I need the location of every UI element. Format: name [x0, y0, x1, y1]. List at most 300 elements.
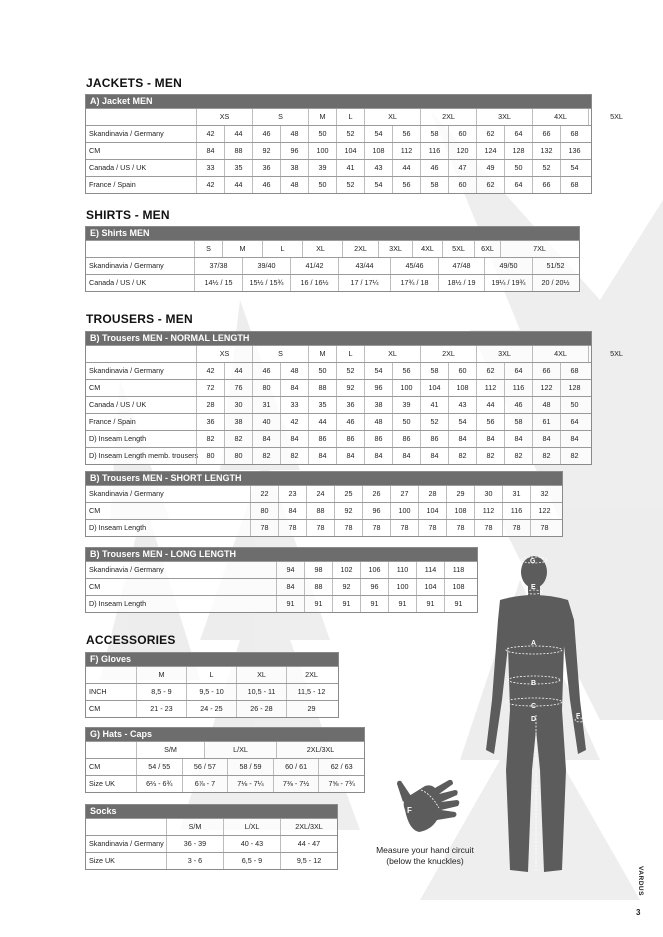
- value-cell: 60: [448, 177, 476, 193]
- value-cell: 36: [336, 397, 364, 413]
- size-header-cell: S/M: [136, 742, 204, 758]
- value-cell: 43/44: [338, 258, 390, 274]
- value-cell: 42: [196, 363, 224, 379]
- value-cell: 80: [196, 448, 224, 464]
- size-header-cell: M: [308, 109, 336, 125]
- size-header-cell: 3XL: [476, 109, 532, 125]
- trousers-short-title: B) Trousers MEN - SHORT LENGTH: [86, 472, 562, 485]
- value-cell: 33: [196, 160, 224, 176]
- value-cell: 56: [392, 126, 420, 142]
- value-cell: 108: [364, 143, 392, 159]
- shirts-size-header-row: [86, 240, 579, 257]
- trousers_normal-row: [86, 379, 591, 396]
- value-cell: 54: [364, 126, 392, 142]
- value-cell: 52: [532, 160, 560, 176]
- value-cell: 29: [446, 486, 474, 502]
- value-cell: 43: [448, 397, 476, 413]
- size-header-cell: 2XL: [420, 109, 476, 125]
- value-cell: 91: [332, 596, 360, 612]
- size-header-cell: 5XL: [588, 346, 644, 362]
- row-label: Skandinavia / Germany: [89, 489, 164, 498]
- value-cell: 78: [502, 520, 530, 536]
- value-cell: 44 - 47: [280, 836, 337, 852]
- value-cell: 22: [250, 486, 278, 502]
- value-cell: 24: [306, 486, 334, 502]
- value-cell: 122: [530, 503, 558, 519]
- value-cell: 78: [250, 520, 278, 536]
- value-cell: 82: [448, 448, 476, 464]
- value-cell: 20 / 20½: [532, 275, 578, 291]
- value-cell: 25: [334, 486, 362, 502]
- row-label: Skandinavia / Germany: [89, 366, 164, 375]
- value-cell: 54: [448, 414, 476, 430]
- value-cell: 49/50: [484, 258, 532, 274]
- section-title-jackets: JACKETS - MEN: [86, 76, 182, 90]
- value-cell: 91: [444, 596, 472, 612]
- row-label: France / Spain: [89, 180, 136, 189]
- value-cell: 78: [306, 520, 334, 536]
- page-number: 3: [636, 908, 641, 917]
- value-cell: 82: [252, 448, 280, 464]
- value-cell: 110: [388, 562, 416, 578]
- row-label: Size UK: [89, 779, 115, 788]
- size-header-cell: 2XL/3XL: [280, 819, 337, 835]
- value-cell: 66: [532, 126, 560, 142]
- value-cell: 92: [252, 143, 280, 159]
- jacket-table-title: A) Jacket MEN: [86, 95, 591, 108]
- size-header-cell: 5XL: [588, 109, 644, 125]
- value-cell: 54: [560, 160, 588, 176]
- value-cell: 62: [476, 126, 504, 142]
- size-header-cell: L: [336, 109, 364, 125]
- trousers-long-table: [85, 547, 478, 613]
- value-cell: 24 - 25: [186, 701, 236, 717]
- value-cell: 91: [304, 596, 332, 612]
- trousers_normal-row: [86, 396, 591, 413]
- trousers_normal-row: [86, 430, 591, 447]
- socks-size-table: [85, 804, 338, 870]
- value-cell: 30: [224, 397, 252, 413]
- value-cell: 82: [560, 448, 588, 464]
- value-cell: 118: [444, 562, 472, 578]
- value-cell: 49: [476, 160, 504, 176]
- row-label: CM: [89, 762, 101, 771]
- hand-label-f: F: [407, 806, 412, 815]
- value-cell: 122: [532, 380, 560, 396]
- value-cell: 98: [304, 562, 332, 578]
- value-cell: 108: [444, 579, 472, 595]
- value-cell: 82: [476, 448, 504, 464]
- shirts-table-title: E) Shirts MEN: [86, 227, 579, 240]
- row-label: D) Inseam Length: [89, 599, 147, 608]
- jacket-row: [86, 125, 591, 142]
- gloves-table-title: F) Gloves: [86, 653, 338, 666]
- value-cell: 56: [392, 363, 420, 379]
- value-cell: 31: [252, 397, 280, 413]
- value-cell: 136: [560, 143, 588, 159]
- size-header-cell: 7XL: [500, 241, 578, 257]
- value-cell: 104: [336, 143, 364, 159]
- value-cell: 84: [476, 431, 504, 447]
- value-cell: 91: [360, 596, 388, 612]
- trousers_long-row: [86, 595, 477, 612]
- value-cell: 9,5 - 12: [280, 853, 337, 869]
- gloves-row: [86, 700, 338, 717]
- value-cell: 56: [392, 177, 420, 193]
- hats-row: [86, 775, 364, 792]
- row-label: CM: [89, 704, 101, 713]
- hand-caption: [355, 845, 495, 867]
- size-header-cell: L: [336, 346, 364, 362]
- trousers_normal-row: [86, 413, 591, 430]
- value-cell: 26 - 28: [236, 701, 286, 717]
- size-header-cell: 2XL: [342, 241, 378, 257]
- value-cell: 58: [504, 414, 532, 430]
- hats-table-title: G) Hats - Caps: [86, 728, 364, 741]
- value-cell: 44: [224, 177, 252, 193]
- value-cell: 84: [336, 448, 364, 464]
- value-cell: 52: [336, 126, 364, 142]
- value-cell: 58 / 59: [227, 759, 273, 775]
- value-cell: 84: [448, 431, 476, 447]
- value-cell: 23: [278, 486, 306, 502]
- value-cell: 39/40: [242, 258, 290, 274]
- row-label: Canada / US / UK: [89, 163, 147, 172]
- value-cell: 56 / 57: [182, 759, 228, 775]
- value-cell: 26: [362, 486, 390, 502]
- value-cell: 17¾ / 18: [390, 275, 438, 291]
- jacket-row: [86, 159, 591, 176]
- value-cell: 41: [420, 397, 448, 413]
- value-cell: 80: [252, 380, 280, 396]
- value-cell: 44: [308, 414, 336, 430]
- row-label: Skandinavia / Germany: [89, 261, 164, 270]
- value-cell: 84: [532, 431, 560, 447]
- value-cell: 78: [418, 520, 446, 536]
- value-cell: 116: [502, 503, 530, 519]
- value-cell: 78: [362, 520, 390, 536]
- value-cell: 82: [504, 448, 532, 464]
- size-header-cell: L/XL: [223, 819, 280, 835]
- value-cell: 86: [336, 431, 364, 447]
- figure-label-e: E: [531, 584, 536, 591]
- value-cell: 44: [224, 126, 252, 142]
- value-cell: 51/52: [532, 258, 578, 274]
- value-cell: 16 / 16½: [290, 275, 338, 291]
- figure-label-g: G: [530, 558, 536, 565]
- value-cell: 42: [280, 414, 308, 430]
- value-cell: 58: [420, 126, 448, 142]
- value-cell: 39: [308, 160, 336, 176]
- size-header-cell: S/M: [166, 819, 223, 835]
- value-cell: 62: [476, 177, 504, 193]
- section-title-accessories: ACCESSORIES: [86, 633, 176, 647]
- value-cell: 66: [532, 363, 560, 379]
- row-label: Size UK: [89, 856, 115, 865]
- value-cell: 6⅞ - 7: [182, 776, 228, 792]
- value-cell: 132: [532, 143, 560, 159]
- value-cell: 72: [196, 380, 224, 396]
- value-cell: 84: [276, 579, 304, 595]
- hand-icon: [395, 770, 465, 840]
- value-cell: 15½ / 15¾: [242, 275, 290, 291]
- value-cell: 46: [420, 160, 448, 176]
- value-cell: 88: [308, 380, 336, 396]
- value-cell: 96: [280, 143, 308, 159]
- value-cell: 40: [252, 414, 280, 430]
- value-cell: 82: [224, 431, 252, 447]
- jacket-row: [86, 142, 591, 159]
- value-cell: 48: [280, 126, 308, 142]
- size-header-cell: S: [252, 346, 308, 362]
- value-cell: 78: [278, 520, 306, 536]
- size-header-cell: 4XL: [412, 241, 442, 257]
- value-cell: 102: [332, 562, 360, 578]
- trousers_normal-row: [86, 362, 591, 379]
- size-header-cell: L/XL: [204, 742, 276, 758]
- value-cell: 47/48: [438, 258, 484, 274]
- value-cell: 82: [196, 431, 224, 447]
- figure-label-a: A: [531, 640, 537, 647]
- value-cell: 38: [280, 160, 308, 176]
- value-cell: 80: [250, 503, 278, 519]
- value-cell: 54 / 55: [136, 759, 182, 775]
- size-header-cell: M: [308, 346, 336, 362]
- value-cell: 64: [504, 363, 532, 379]
- value-cell: 112: [476, 380, 504, 396]
- jacket-row: [86, 176, 591, 193]
- value-cell: 54: [364, 177, 392, 193]
- value-cell: 40 - 43: [223, 836, 280, 852]
- size-header-cell: M: [222, 241, 262, 257]
- value-cell: 46: [336, 414, 364, 430]
- value-cell: 84: [420, 448, 448, 464]
- socks-size-header-row: [86, 818, 337, 835]
- value-cell: 64: [560, 414, 588, 430]
- value-cell: 7⅝ - 7¾: [318, 776, 364, 792]
- hand-caption-line-2: (below the knuckles): [386, 856, 464, 866]
- value-cell: 128: [560, 380, 588, 396]
- value-cell: 92: [334, 503, 362, 519]
- value-cell: 86: [364, 431, 392, 447]
- figure-label-f: F: [576, 713, 581, 720]
- value-cell: 94: [276, 562, 304, 578]
- size-header-cell: XS: [196, 109, 252, 125]
- value-cell: 66: [532, 177, 560, 193]
- value-cell: 36: [252, 160, 280, 176]
- value-cell: 58: [420, 177, 448, 193]
- row-label: CM: [89, 506, 101, 515]
- value-cell: 38: [224, 414, 252, 430]
- size-header-cell: XL: [302, 241, 338, 257]
- value-cell: 78: [530, 520, 558, 536]
- value-cell: 52: [336, 363, 364, 379]
- value-cell: 106: [360, 562, 388, 578]
- size-header-cell: XL: [236, 667, 286, 683]
- value-cell: 11,5 - 12: [286, 684, 336, 700]
- socks-row: [86, 852, 337, 869]
- size-header-cell: 6XL: [474, 241, 500, 257]
- value-cell: 120: [448, 143, 476, 159]
- value-cell: 44: [392, 160, 420, 176]
- value-cell: 68: [560, 177, 588, 193]
- trousers_short-row: [86, 519, 562, 536]
- value-cell: 84: [364, 448, 392, 464]
- value-cell: 50: [308, 177, 336, 193]
- row-label: CM: [89, 582, 101, 591]
- section-title-shirts: SHIRTS - MEN: [86, 208, 170, 222]
- value-cell: 46: [252, 177, 280, 193]
- value-cell: 76: [224, 380, 252, 396]
- row-label: INCH: [89, 687, 107, 696]
- value-cell: 82: [280, 448, 308, 464]
- size-header-cell: 3XL: [476, 346, 532, 362]
- row-label: Canada / US / UK: [89, 400, 147, 409]
- value-cell: 64: [504, 126, 532, 142]
- value-cell: 19¼ / 19¾: [484, 275, 532, 291]
- socks-row: [86, 835, 337, 852]
- trousers_short-row: [86, 502, 562, 519]
- value-cell: 68: [560, 363, 588, 379]
- value-cell: 36: [196, 414, 224, 430]
- value-cell: 39: [392, 397, 420, 413]
- size-header-cell: XL: [364, 109, 420, 125]
- size-header-cell: L: [186, 667, 236, 683]
- value-cell: 37/38: [194, 258, 242, 274]
- value-cell: 44: [224, 363, 252, 379]
- value-cell: 43: [364, 160, 392, 176]
- hats-row: [86, 758, 364, 775]
- hats-size-table: [85, 727, 365, 793]
- section-title-trousers: TROUSERS - MEN: [86, 312, 193, 326]
- value-cell: 84: [392, 448, 420, 464]
- value-cell: 86: [392, 431, 420, 447]
- value-cell: 60: [448, 363, 476, 379]
- jacket-size-table: [85, 94, 623, 194]
- value-cell: 6⅔ - 6¾: [136, 776, 182, 792]
- value-cell: 48: [532, 397, 560, 413]
- value-cell: 100: [392, 380, 420, 396]
- row-label: France / Spain: [89, 417, 136, 426]
- trousers_normal-row: [86, 447, 591, 464]
- value-cell: 91: [388, 596, 416, 612]
- value-cell: 28: [418, 486, 446, 502]
- value-cell: 124: [476, 143, 504, 159]
- value-cell: 54: [364, 363, 392, 379]
- value-cell: 48: [364, 414, 392, 430]
- value-cell: 18½ / 19: [438, 275, 484, 291]
- value-cell: 3 - 6: [166, 853, 223, 869]
- figure-label-d: D: [531, 716, 537, 723]
- value-cell: 33: [280, 397, 308, 413]
- trousers-normal-title: B) Trousers MEN - NORMAL LENGTH: [86, 332, 591, 345]
- trousers-short-table: [85, 471, 563, 537]
- size-header-cell: 2XL/3XL: [276, 742, 364, 758]
- trousers_long-row: [86, 561, 477, 578]
- value-cell: 29: [286, 701, 336, 717]
- value-cell: 88: [306, 503, 334, 519]
- value-cell: 96: [360, 579, 388, 595]
- value-cell: 52: [420, 414, 448, 430]
- value-cell: 41: [336, 160, 364, 176]
- value-cell: 108: [446, 503, 474, 519]
- value-cell: 78: [390, 520, 418, 536]
- size-header-cell: 4XL: [532, 346, 588, 362]
- row-label: D) Inseam Length: [89, 434, 147, 443]
- value-cell: 92: [336, 380, 364, 396]
- shirts-size-table: [85, 226, 580, 292]
- size-header-cell: S: [252, 109, 308, 125]
- value-cell: 128: [504, 143, 532, 159]
- shirts-row: [86, 257, 579, 274]
- size-header-cell: 4XL: [532, 109, 588, 125]
- value-cell: 17 / 17¼: [338, 275, 390, 291]
- value-cell: 116: [420, 143, 448, 159]
- size-header-cell: XL: [364, 346, 420, 362]
- row-label: Skandinavia / Germany: [89, 839, 164, 848]
- value-cell: 42: [196, 126, 224, 142]
- value-cell: 78: [446, 520, 474, 536]
- value-cell: 46: [252, 363, 280, 379]
- row-label: CM: [89, 146, 101, 155]
- value-cell: 7⅜ - 7½: [273, 776, 319, 792]
- value-cell: 82: [532, 448, 560, 464]
- value-cell: 116: [504, 380, 532, 396]
- value-cell: 58: [420, 363, 448, 379]
- trousers_short-row: [86, 485, 562, 502]
- value-cell: 48: [280, 177, 308, 193]
- value-cell: 86: [420, 431, 448, 447]
- value-cell: 48: [280, 363, 308, 379]
- row-label: D) Inseam Length: [89, 523, 147, 532]
- size-header-cell: XS: [196, 346, 252, 362]
- figure-label-c: C: [531, 703, 537, 710]
- value-cell: 96: [364, 380, 392, 396]
- value-cell: 31: [502, 486, 530, 502]
- value-cell: 84: [308, 448, 336, 464]
- value-cell: 41/42: [290, 258, 338, 274]
- value-cell: 62 / 63: [318, 759, 364, 775]
- value-cell: 60: [448, 126, 476, 142]
- value-cell: 32: [530, 486, 558, 502]
- value-cell: 21 - 23: [136, 701, 186, 717]
- row-label: Skandinavia / Germany: [89, 129, 164, 138]
- row-label: Skandinavia / Germany: [89, 565, 164, 574]
- value-cell: 10,5 - 11: [236, 684, 286, 700]
- value-cell: 28: [196, 397, 224, 413]
- value-cell: 86: [308, 431, 336, 447]
- value-cell: 60 / 61: [273, 759, 319, 775]
- value-cell: 91: [416, 596, 444, 612]
- size-header-cell: S: [194, 241, 222, 257]
- value-cell: 46: [252, 126, 280, 142]
- value-cell: 64: [504, 177, 532, 193]
- size-header-cell: L: [262, 241, 302, 257]
- value-cell: 91: [276, 596, 304, 612]
- value-cell: 84: [278, 503, 306, 519]
- value-cell: 6,5 - 9: [223, 853, 280, 869]
- value-cell: 27: [390, 486, 418, 502]
- brand-name: VARDUS: [637, 866, 644, 896]
- value-cell: 108: [448, 380, 476, 396]
- value-cell: 62: [476, 363, 504, 379]
- value-cell: 100: [388, 579, 416, 595]
- value-cell: 104: [416, 579, 444, 595]
- value-cell: 7⅛ - 7¼: [227, 776, 273, 792]
- value-cell: 78: [474, 520, 502, 536]
- value-cell: 50: [560, 397, 588, 413]
- trousers-long-title: B) Trousers MEN - LONG LENGTH: [86, 548, 477, 561]
